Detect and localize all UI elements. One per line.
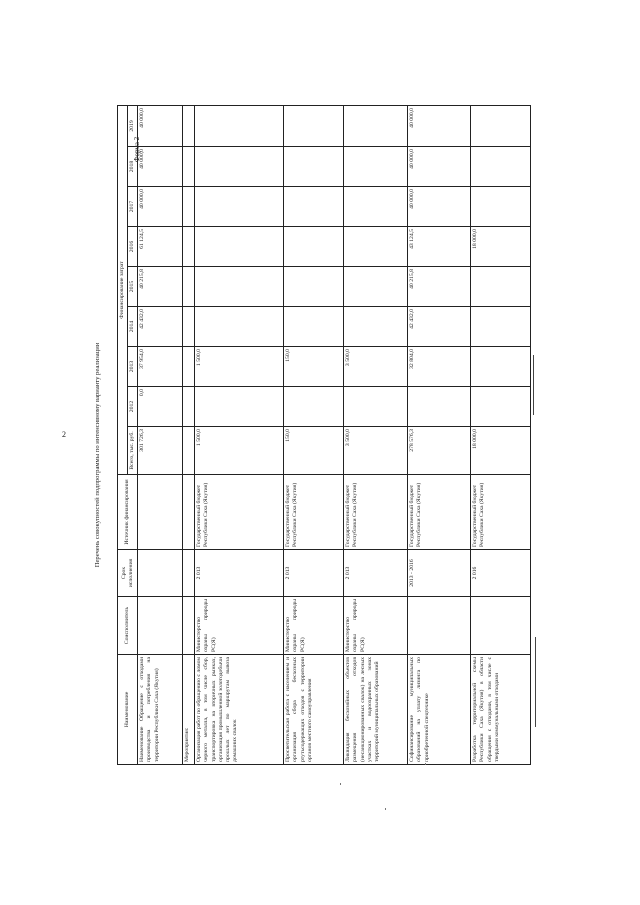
header-year: 2012: [128, 387, 138, 427]
cell-source: Государственный бюджет Республики Саха (Якутия): [284, 475, 344, 550]
cell-term: 2 013: [344, 550, 408, 597]
cell-term: 2 013: [284, 550, 344, 597]
cell-year-value: [471, 105, 531, 146]
header-executor: Соисполнитель: [118, 597, 138, 655]
cell-year-value: 18 000,0: [471, 227, 531, 267]
document-title: Перечень совокупностей подпрограммы по интенсивному варианту реализации: [94, 342, 101, 568]
cell-year-value: 40 215,8: [138, 267, 183, 307]
cell-year-value: [195, 105, 284, 146]
cell-year-value: [183, 187, 195, 227]
cell-term: [138, 550, 183, 597]
cell-year-value: 37 954,0: [138, 347, 183, 387]
subprogram-table: [117, 105, 531, 765]
cell-year-value: [471, 387, 531, 427]
cell-total: 1 500,0: [195, 427, 284, 475]
page-number: 2: [62, 430, 66, 439]
table-row: [138, 105, 183, 764]
table-body: [138, 105, 531, 764]
cell-year-value: [195, 387, 284, 427]
cell-year-value: [471, 307, 531, 347]
cell-name: Мероприятия:: [183, 655, 195, 765]
cell-year-value: 40 000,0: [408, 147, 471, 187]
cell-name: Просветительская работа с населением и организация сбора бесхозных ртутьсодержащих отходов с территории органов местного самоуправления: [284, 655, 344, 765]
cell-source: Государственный бюджет Республики Саха (Якутия): [408, 475, 471, 550]
cell-executor: [471, 597, 531, 655]
scan-speck: [385, 808, 386, 810]
cell-year-value: [284, 227, 344, 267]
cell-year-value: [195, 187, 284, 227]
cell-name: Софинансирование муниципальных образований на уплату лизинга по приобретенной спецтехнике: [408, 655, 471, 765]
table-row: [284, 105, 344, 764]
cell-year-value: [284, 105, 344, 146]
table-row: [344, 105, 408, 764]
cell-year-value: [195, 227, 284, 267]
cell-year-value: [183, 307, 195, 347]
cell-year-value: [195, 307, 284, 347]
cell-year-value: [471, 187, 531, 227]
cell-total: 150,0: [284, 427, 344, 475]
cell-year-value: [183, 227, 195, 267]
cell-year-value: [344, 105, 408, 146]
cell-executor: [408, 597, 471, 655]
cell-year-value: [344, 147, 408, 187]
cell-name: Ликвидация бесхозяйных объектов размещения отходов (несанкционированных свалок) на лесных участках и водоохранных зонах территорий муниципальных образований: [344, 655, 408, 765]
cell-source: Государственный бюджет Республики Саха (Якутия): [195, 475, 284, 550]
cell-year-value: [344, 227, 408, 267]
header-financing: Финансирование затрат: [118, 105, 128, 474]
cell-year-value: 43 124,5: [408, 227, 471, 267]
cell-executor: Министерство охраны природы РС(Я): [284, 597, 344, 655]
cell-name: Разработка территориальной схемы Республики Саха (Якутия) в области обращения с отходами, в том числе с твердыми коммунальными отходами: [471, 655, 531, 765]
table-row: [408, 105, 471, 764]
table-row: [183, 105, 195, 764]
cell-executor: Министерство охраны природы РС(Я): [344, 597, 408, 655]
cell-year-value: [183, 267, 195, 307]
header-name: Наименование: [118, 655, 138, 765]
cell-year-value: 42 432,0: [408, 307, 471, 347]
cell-year-value: [471, 267, 531, 307]
cell-term: 2 016: [471, 550, 531, 597]
cell-year-value: 40 000,0: [408, 187, 471, 227]
header-year: 2014: [128, 307, 138, 347]
cell-year-value: [344, 307, 408, 347]
divider-line: [535, 637, 536, 727]
header-year: 2016: [128, 227, 138, 267]
cell-source: [138, 475, 183, 550]
cell-year-value: 1 500,0: [195, 347, 284, 387]
cell-source: Государственный бюджет Республики Саха (Якутия): [344, 475, 408, 550]
cell-year-value: [284, 187, 344, 227]
cell-year-value: [195, 267, 284, 307]
header-year: 2013: [128, 347, 138, 387]
cell-year-value: [284, 267, 344, 307]
cell-year-value: [344, 387, 408, 427]
cell-year-value: [284, 147, 344, 187]
cell-year-value: 40 000,0: [138, 187, 183, 227]
cell-year-value: [284, 307, 344, 347]
cell-year-value: [471, 147, 531, 187]
cell-executor: [138, 597, 183, 655]
cell-year-value: [284, 387, 344, 427]
cell-year-value: [183, 105, 195, 146]
cell-total: 3 500,0: [344, 427, 408, 475]
cell-executor: Министерство охраны природы РС(Я): [195, 597, 284, 655]
cell-year-value: [195, 147, 284, 187]
header-year: 2018: [128, 147, 138, 187]
cell-year-value: [183, 347, 195, 387]
cell-name: Организация работ по обращению с ломом черного металла, в том числе сбор, транспортировка на вторичных рынках, организация промышленной золотодобычи прошлых лет по маршрутам вывоза домашних свалок: [195, 655, 284, 765]
cell-term: 2 013: [195, 550, 284, 597]
cell-source: [183, 475, 195, 550]
table-row: [471, 105, 531, 764]
header-source: Источник финансирования: [118, 475, 138, 550]
header-year: 2015: [128, 267, 138, 307]
cell-year-value: [183, 387, 195, 427]
cell-year-value: 61 124,5: [138, 227, 183, 267]
cell-total: [183, 427, 195, 475]
cell-year-value: [183, 147, 195, 187]
divider-line: [533, 355, 534, 415]
cell-year-value: 40 000,0: [408, 105, 471, 146]
cell-year-value: [344, 267, 408, 307]
header-year: 2017: [128, 187, 138, 227]
cell-name: Наименование Обращение с отходами производства и потребления на территории Республики Саха (Якутия): [138, 655, 183, 765]
cell-year-value: [344, 187, 408, 227]
cell-total: 18 000,0: [471, 427, 531, 475]
cell-total: 301 726,3: [138, 427, 183, 475]
cell-year-value: 40 000,0: [138, 105, 183, 146]
form-label: Форма 2: [133, 136, 141, 162]
cell-year-value: [471, 347, 531, 387]
cell-year-value: 0,0: [138, 387, 183, 427]
header-total: Всего, тыс. руб.: [128, 427, 138, 475]
cell-term: [183, 550, 195, 597]
scan-speck: [425, 763, 426, 765]
cell-executor: [183, 597, 195, 655]
cell-source: Государственный бюджет Республики Саха (Якутия): [471, 475, 531, 550]
header-year: 2019: [128, 105, 138, 146]
cell-year-value: 40 215,8: [408, 267, 471, 307]
scan-speck: [340, 783, 341, 785]
cell-year-value: 40 000,0: [138, 147, 183, 187]
cell-year-value: 150,0: [284, 347, 344, 387]
cell-term: 2013 - 2016: [408, 550, 471, 597]
header-term: Срок исполнения: [118, 550, 138, 597]
cell-year-value: 42 432,0: [138, 307, 183, 347]
cell-year-value: [408, 387, 471, 427]
cell-total: 278 576,3: [408, 427, 471, 475]
table-row: [195, 105, 284, 764]
cell-year-value: 3 500,0: [344, 347, 408, 387]
cell-year-value: 32 804,0: [408, 347, 471, 387]
